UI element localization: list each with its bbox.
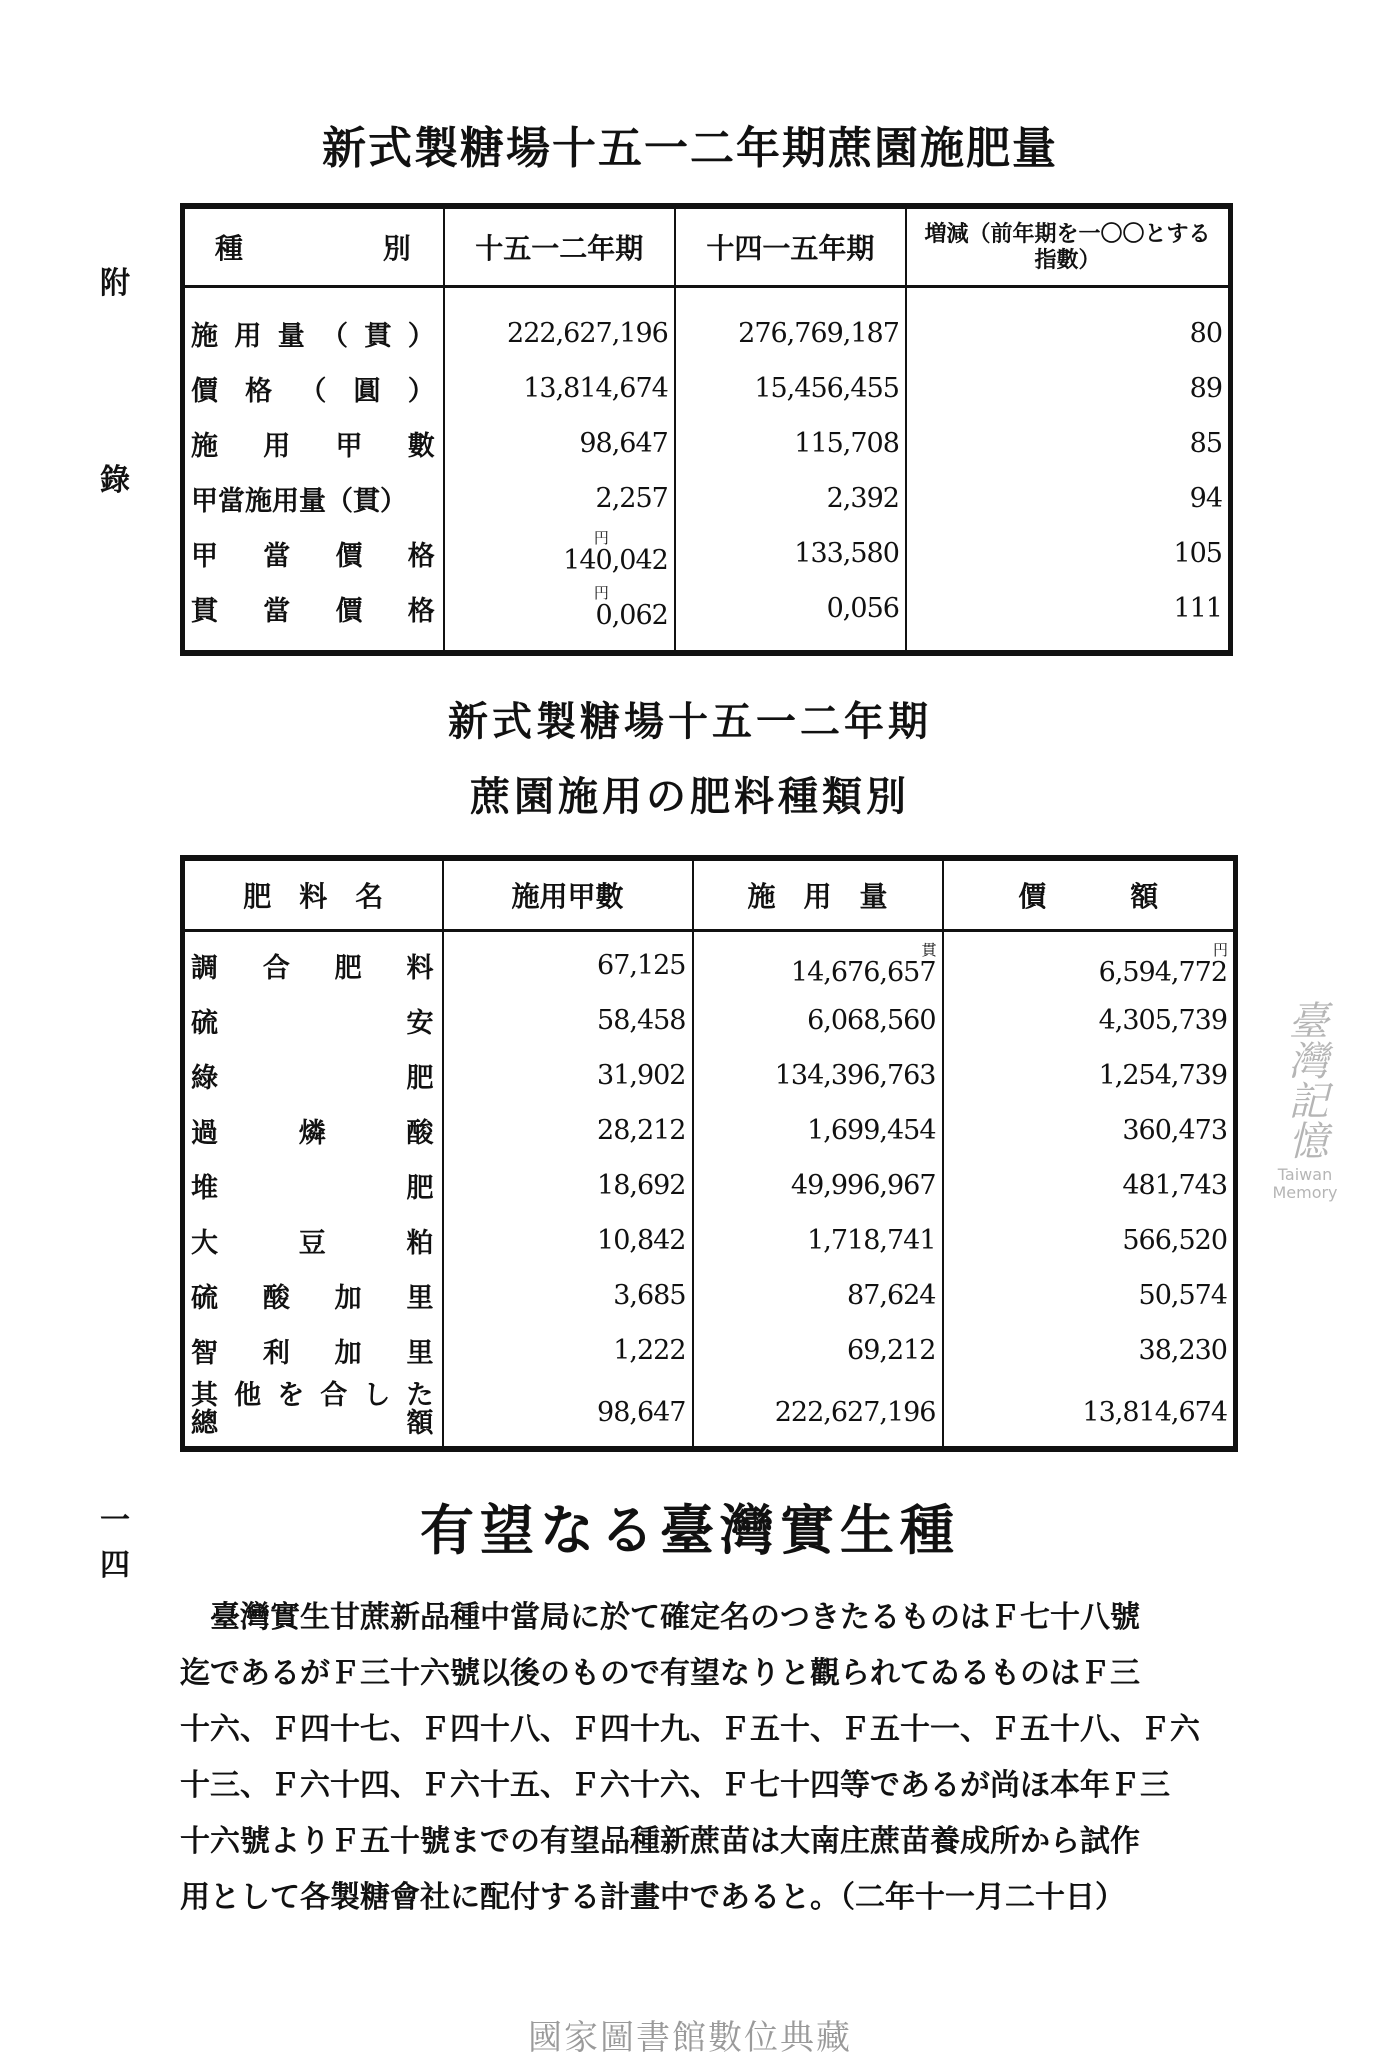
table-total-row (183, 1378, 1236, 1449)
cell-price: 38,230 (1138, 1335, 1227, 1366)
cell-current (444, 581, 675, 653)
cell-price: 566,520 (1122, 1225, 1227, 1256)
col-header-index (906, 206, 1231, 287)
total-label-line1: 其他を合した (191, 1380, 436, 1411)
table-row (183, 931, 1236, 994)
row-label: 智利加里 (183, 1323, 443, 1378)
row-label: 價格（圓） (183, 361, 444, 416)
table-header-row (183, 206, 1231, 287)
row-label: 施用量（貫） (183, 287, 444, 362)
cell-area: 67,125 (443, 931, 693, 994)
table-row (183, 361, 1231, 416)
row-label: 堆 肥 (183, 1158, 443, 1213)
article-line: 迄であるがＦ三十六號以後のもので有望なりと觀られてゐるものはＦ三 (180, 1656, 1140, 1691)
cell-area: 28,212 (443, 1103, 693, 1158)
row-label: 硫 安 (183, 993, 443, 1048)
col-header-area: 施用甲數 (443, 858, 693, 931)
cell-previous: 0,056 (675, 581, 906, 653)
cell-price: 50,574 (1138, 1280, 1227, 1311)
kan-unit-mark: 貫 (921, 941, 936, 959)
cell-current: 13,814,674 (444, 361, 675, 416)
yen-unit-mark: 円 (593, 529, 608, 547)
fertilizer-type-table (180, 855, 1238, 1452)
cell-index: 105 (1173, 538, 1222, 569)
col-header-current-period: 十五一二年期 (444, 206, 675, 287)
cell-previous: 133,580 (675, 526, 906, 581)
cell-price-value: 6,594,772 (1098, 957, 1227, 988)
watermark-chinese: 臺灣記憶 (1282, 1000, 1328, 1160)
table-row (183, 416, 1231, 471)
library-digital-collection-footer: 國家圖書館數位典藏 (528, 2018, 852, 2058)
cell-amount (693, 931, 943, 994)
row-label: 施用甲數 (183, 416, 444, 471)
article-line: 十六號よりＦ五十號までの有望品種新蔗苗は大南庄蔗苗養成所から試作 (180, 1824, 1140, 1859)
row-label: 貫當價格 (183, 581, 444, 653)
cell-current-value: 140,042 (563, 545, 668, 576)
cell-index: 94 (1189, 483, 1222, 514)
cell-price: 4,305,739 (1098, 1005, 1227, 1036)
total-label-line2: 總 額 (191, 1408, 436, 1439)
table-row (183, 471, 1231, 526)
cell-previous: 115,708 (675, 416, 906, 471)
cell-total-price: 13,814,674 (1082, 1396, 1227, 1428)
cell-price: 481,743 (1122, 1170, 1227, 1201)
row-label: 過 燐 酸 (183, 1103, 443, 1158)
cell-amount: 69,212 (693, 1323, 943, 1378)
col-header-fertilizer-name: 肥 料 名 (183, 858, 443, 931)
cell-amount: 6,068,560 (693, 993, 943, 1048)
cell-price: 1,254,739 (1098, 1060, 1227, 1091)
table-row (183, 1158, 1236, 1213)
cell-amount: 49,996,967 (693, 1158, 943, 1213)
cell-previous: 15,456,455 (675, 361, 906, 416)
margin-appendix-char-2: 錄 (100, 463, 130, 498)
col-header-previous-period: 十四一五年期 (675, 206, 906, 287)
cell-amount: 1,699,454 (693, 1103, 943, 1158)
yen-unit-mark: 円 (1212, 941, 1227, 959)
cell-amount-value: 14,676,657 (790, 957, 936, 988)
row-label: 甲當價格 (183, 526, 444, 581)
cell-previous: 276,769,187 (675, 287, 906, 362)
table-header-row (183, 858, 1236, 931)
cell-amount: 134,396,763 (693, 1048, 943, 1103)
cell-area: 58,458 (443, 993, 693, 1048)
article-line: 十六、Ｆ四十七、Ｆ四十八、Ｆ四十九、Ｆ五十、Ｆ五十一、Ｆ五十八、Ｆ六 (180, 1712, 1200, 1747)
cell-price (943, 931, 1236, 994)
cell-amount: 87,624 (693, 1268, 943, 1323)
table-row (183, 1323, 1236, 1378)
total-label (183, 1378, 443, 1449)
table2-title-line1: 新式製糖場十五一二年期 (448, 698, 932, 745)
cell-area: 10,842 (443, 1213, 693, 1268)
table-row (183, 1103, 1236, 1158)
col-header-amount: 施 用 量 (693, 858, 943, 931)
col-header-category: 種 別 (183, 206, 444, 287)
cell-area: 31,902 (443, 1048, 693, 1103)
cell-area: 3,685 (443, 1268, 693, 1323)
cell-total-amount: 222,627,196 (693, 1378, 943, 1449)
table-row (183, 1213, 1236, 1268)
table-row (183, 526, 1231, 581)
table-row (183, 993, 1236, 1048)
article-line: 用として各製糖會社に配付する計畫中であると。（二年十一月二十日） (180, 1880, 1125, 1915)
table1-title: 新式製糖場十五一二年期蔗園施肥量 (322, 123, 1058, 174)
article-body (180, 1590, 1240, 1926)
table-row (183, 581, 1231, 653)
row-label: 綠 肥 (183, 1048, 443, 1103)
cell-price: 360,473 (1122, 1115, 1227, 1146)
col-header-index-full: 増減（前年期を一〇〇とする指數） (924, 221, 1211, 273)
cell-amount: 1,718,741 (693, 1213, 943, 1268)
cell-previous: 2,392 (675, 471, 906, 526)
yen-unit-mark: 円 (593, 584, 608, 602)
table-row (183, 1048, 1236, 1103)
fertilizer-summary-table (180, 203, 1233, 656)
article-line: 臺灣實生甘蔗新品種中當局に於て確定名のつきたるものはＦ七十八號 (180, 1600, 1140, 1635)
article-line: 十三、Ｆ六十四、Ｆ六十五、Ｆ六十六、Ｆ七十四等であるが尚ほ本年Ｆ三 (180, 1768, 1170, 1803)
cell-index: 85 (1189, 428, 1222, 459)
watermark-english: Taiwan Memory (1272, 1165, 1338, 1202)
cell-area: 18,692 (443, 1158, 693, 1213)
page-number-char-2: 四 (100, 1548, 130, 1583)
cell-current: 98,647 (444, 416, 675, 471)
table-row (183, 287, 1231, 362)
col-header-price: 價 額 (943, 858, 1236, 931)
row-label: 硫酸加里 (183, 1268, 443, 1323)
cell-current: 2,257 (444, 471, 675, 526)
cell-index: 111 (1173, 593, 1222, 624)
margin-appendix-char-1: 附 (100, 266, 130, 301)
row-label: 大 豆 粕 (183, 1213, 443, 1268)
cell-index: 89 (1189, 373, 1222, 404)
cell-current (444, 526, 675, 581)
cell-current-value: 0,062 (595, 600, 668, 631)
cell-area: 1,222 (443, 1323, 693, 1378)
cell-current: 222,627,196 (444, 287, 675, 362)
cell-total-area: 98,647 (443, 1378, 693, 1449)
taiwan-memory-watermark (1245, 1000, 1365, 1202)
table2-title-line2: 蔗園施用の肥料種類別 (470, 773, 910, 820)
page-number-char-1: 一 (100, 1503, 130, 1538)
row-label: 甲當施用量（貫） (183, 471, 444, 526)
article-heading: 有望なる臺灣實生種 (420, 1499, 960, 1562)
cell-index: 80 (1189, 318, 1222, 349)
row-label: 調合肥料 (183, 931, 443, 994)
table-row (183, 1268, 1236, 1323)
